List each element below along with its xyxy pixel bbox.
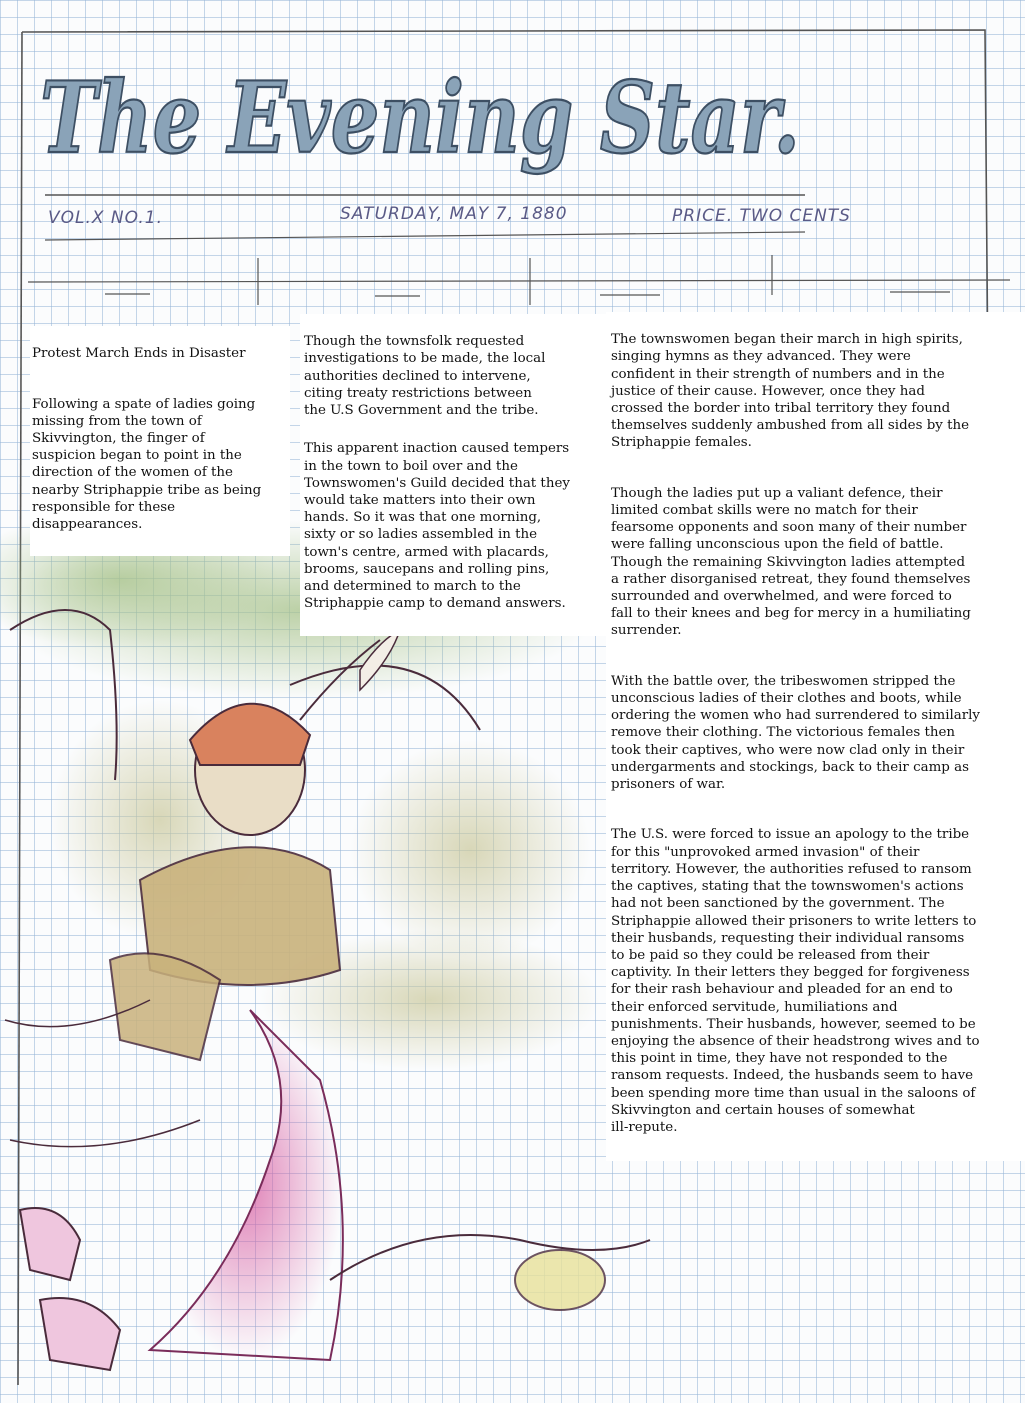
article-paragraph: With the battle over, the tribeswomen stripped the unconscious ladies of their clothes and boots, while ordering the women who had surrendered to similarly remove their clothing. The victorious females then took their captives, who were now clad only in their undergarments and stockings, back to their camp as prisoners of war. xyxy=(611,673,980,793)
article-column-3 xyxy=(606,312,1025,1161)
svg-text:The Evening Star.: The Evening Star. xyxy=(40,61,800,176)
illustration xyxy=(0,520,620,1399)
volume-number: VOL.X NO.1. xyxy=(48,208,163,228)
article-paragraph: Following a spate of ladies going missing from the town of Skivvington, the finger of suspicion began to point in the direction of the women of the nearby Striphappie tribe as being responsible for these disappearances. xyxy=(32,396,262,533)
article-headline: Protest March Ends in Disaster xyxy=(32,346,246,362)
article-column-2 xyxy=(300,314,610,636)
issue-date: SATURDAY, MAY 7, 1880 xyxy=(340,204,568,224)
article-paragraph: Though the townsfolk requested investigations to be made, the local authorities declined to intervene, citing treaty restrictions between the U.S Government and the tribe. xyxy=(304,334,546,419)
issue-price: PRICE. TWO CENTS xyxy=(672,206,851,226)
article-paragraph: Though the ladies put up a valiant defence, their limited combat skills were no match for their fearsome opponents and soon many of their number were falling unconscious upon the field of battle. Though the remaining Skivvington ladies attempted a rather disorganised retreat, they found themselves surrounded and overwhelmed, and were forced to fall to their knees and beg for mercy in a humiliating surrender. xyxy=(611,485,971,639)
article-paragraph: The townswomen began their march in high spirits, singing hymns as they advanced. They were confident in their strength of numbers and in the justice of their cause. However, once they had crossed the border into tribal territory they found themselves suddenly ambushed from all sides by the Striphappie females. xyxy=(611,332,970,451)
article-column-1 xyxy=(30,326,290,556)
article-paragraph: This apparent inaction caused tempers in the town to boil over and the Townswomen's Guild decided that they would take matters into their own hands. So it was that one morning, sixty or so ladies assembled in the town's centre, armed with placards, brooms, saucepans and rolling pins, and determined to march to the Striphappie camp to demand answers. xyxy=(304,441,570,612)
masthead-logo xyxy=(30,40,810,180)
article-paragraph: The U.S. were forced to issue an apology to the tribe for this "unprovoked armed invasion" of their territory. However, the authorities refused to ransom the captives, stating that the townswomen's actions had not been sanctioned by the government. The Striphappie allowed their prisoners to write letters to their husbands, requesting their individual ransoms to be paid so they could be released from their captivity. In their letters they begged for forgiveness for their rash behaviour and pleaded for an end to their enforced servitude, humiliations and punishments. Their husbands, however, seemed to be enjoying the absence of their headstrong wives and to this point in time, they have not responded to the ransom requests. Indeed, the husbands seem to have been spending more time than usual in the saloons of Skivvington and certain houses of somewhat ill-repute. xyxy=(611,827,980,1135)
